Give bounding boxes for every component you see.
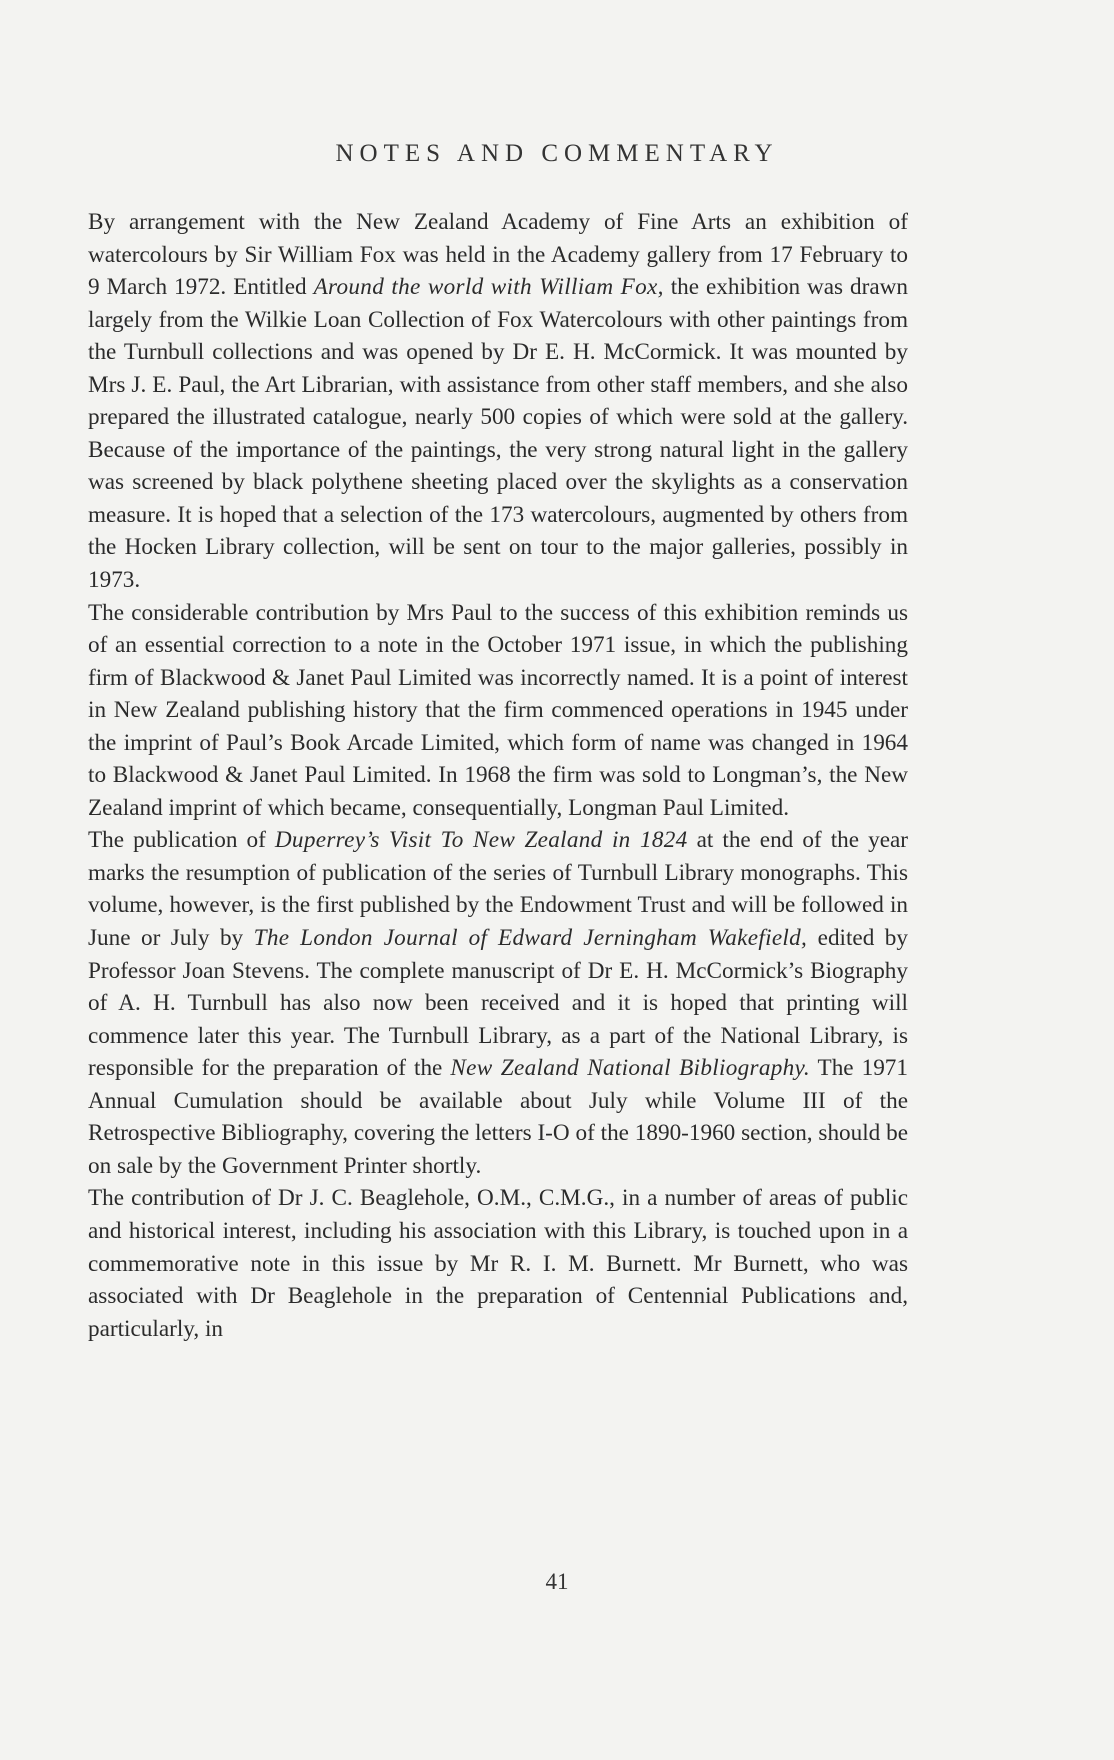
italic-title: Around the world with William Fox, [313,274,664,301]
text-run: at the end of the year marks the resumption of publication of the series of Turnbull Library monographs. This volume, however, is the first published by the Endowment Trust and will be followed in June or July by [88,827,909,952]
paragraph-correction [88,597,908,825]
text-run: edited by Professor Joan Stevens. The complete manuscript of Dr E. H. McCormick’s Biography of A. H. Turnbull has also now been received and it is hoped that printing will commence later this year. The Turnbull Library, as a part of the National Library, is responsible for the preparation of the [88,925,908,1082]
italic-title: New Zealand National Bibliography. [450,1055,810,1082]
text-run: The publication of [88,827,275,854]
text-run: By arrangement with the New Zealand Academy of Fine Arts an exhibition of watercolours by Sir William Fox was held in the Academy gallery from 17 February to 9 March 1972. Entitled [88,209,908,301]
text-run: the exhibition was drawn largely from the Wilkie Loan Collection of Fox Watercolours with other paintings from the Turnbull collections and was opened by Dr E. H. McCormick. It was mounted by Mrs J. E. Paul, the Art Librarian, with assistance from other staff members, and she also prepared the illustrated catalogue, nearly 500 copies of which were sold at the gallery. Because of the importance of the paintings, the very strong natural light in the gallery was screened by black polythene sheeting placed over the skylights as a conservation measure. It is hoped that a selection of the 173 watercolours, augmented by others from the Hocken Library collection, will be sent on tour to the major galleries, possibly in 1973. [88,274,908,594]
paragraph-fox-exhibition [88,206,908,597]
text-run: The contribution of Dr J. C. Beaglehole, O.M., C.M.G., in a number of areas of public and historical interest, including his association with this Library, is touched upon in a commemorative note in this issue by Mr R. I. M. Burnett. Mr Burnett, who was associated with Dr Beaglehole in the preparation of Centennial Publications and, particularly, in [88,1185,908,1342]
paragraph-beaglehole [88,1182,908,1345]
page-number: 41 [545,1569,569,1594]
text-run: The considerable contribution by Mrs Paul to the success of this exhibition reminds us of an essential correction to a note in the October 1971 issue, in which the publishing firm of Blackwood & Janet Paul Limited was incorrectly named. It is a point of interest in New Zealand publishing history that the firm commenced operations in 1945 under the imprint of Paul’s Book Arcade Limited, which form of name was changed in 1964 to Blackwood & Janet Paul Limited. In 1968 the firm was sold to Longman’s, the New Zealand imprint of which became, consequentially, Longman Paul Limited. [88,599,908,821]
article-body [88,206,908,1345]
section-heading: NOTES AND COMMENTARY [335,140,779,167]
paragraph-publications [88,824,908,1182]
text-run: The 1971 Annual Cumulation should be available about July while Volume III of the Retrospective Bibliography, covering the letters I-O of the 1890-1960 section, should be on sale by the Government Printer shortly. [88,1055,908,1179]
italic-title: Duperrey’s Visit To New Zealand in 1824 [274,827,688,854]
italic-title: The London Journal of Edward Jerningham Wakefield, [253,925,808,952]
